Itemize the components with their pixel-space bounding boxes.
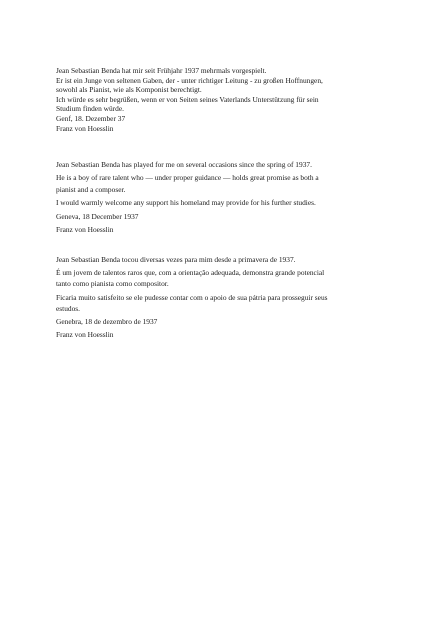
german-letter: [56, 66, 398, 133]
german-line-4: Ich würde es sehr begrüßen, wenn er von Seiten seines Vaterlands Unterstützung für sein: [56, 94, 319, 104]
english-signature: Franz von Hoesslin: [56, 225, 114, 235]
german-line-5: Studium finden würde.: [56, 104, 124, 114]
portuguese-line-5: estudos.: [56, 303, 81, 313]
portuguese-date: Genebra, 18 de dezembro de 1937: [56, 317, 158, 327]
english-line-1: Jean Sebastian Benda has played for me on several occasions since the spring of 1937.: [56, 160, 312, 169]
portuguese-line-2: É um jovem de talentos raros que, com a orientação adequada, demonstra grande potencial: [56, 268, 325, 278]
portuguese-letter: [56, 254, 398, 340]
portuguese-signature: Franz von Hoesslin: [56, 330, 114, 340]
english-date: Geneva, 18 December 1937: [56, 211, 139, 221]
english-letter: [56, 159, 398, 235]
english-line-3: pianist and a composer.: [56, 184, 126, 194]
portuguese-line-4: Ficaria muito satisfeito se ele pudesse contar com o apoio de sua pátria para prosseguir seus: [56, 292, 328, 302]
english-line-4: I would warmly welcome any support his homeland may provide for his further studies.: [56, 198, 316, 208]
german-date: Genf, 18. Dezember 37: [56, 113, 126, 123]
german-signature: Franz von Hoesslin: [56, 123, 114, 133]
english-line-2: He is a boy of rare talent who — under proper guidance — holds great promise as both a: [56, 173, 319, 183]
german-line-2: Er ist ein Junge von seltenen Gaben, der - unter richtiger Leitung - zu großen Hoffnungen,: [56, 75, 323, 85]
german-line-3: sowohl als Pianist, wie als Komponist berechtigt.: [56, 85, 202, 95]
portuguese-line-1: Jean Sebastian Benda tocou diversas vezes para mim desde a primavera de 1937.: [56, 255, 296, 264]
portuguese-line-3: tanto como pianista como compositor.: [56, 279, 169, 289]
german-line-1: Jean Sebastian Benda hat mir seit Frühjahr 1937 mehrmals vorgespielt.: [56, 66, 267, 75]
